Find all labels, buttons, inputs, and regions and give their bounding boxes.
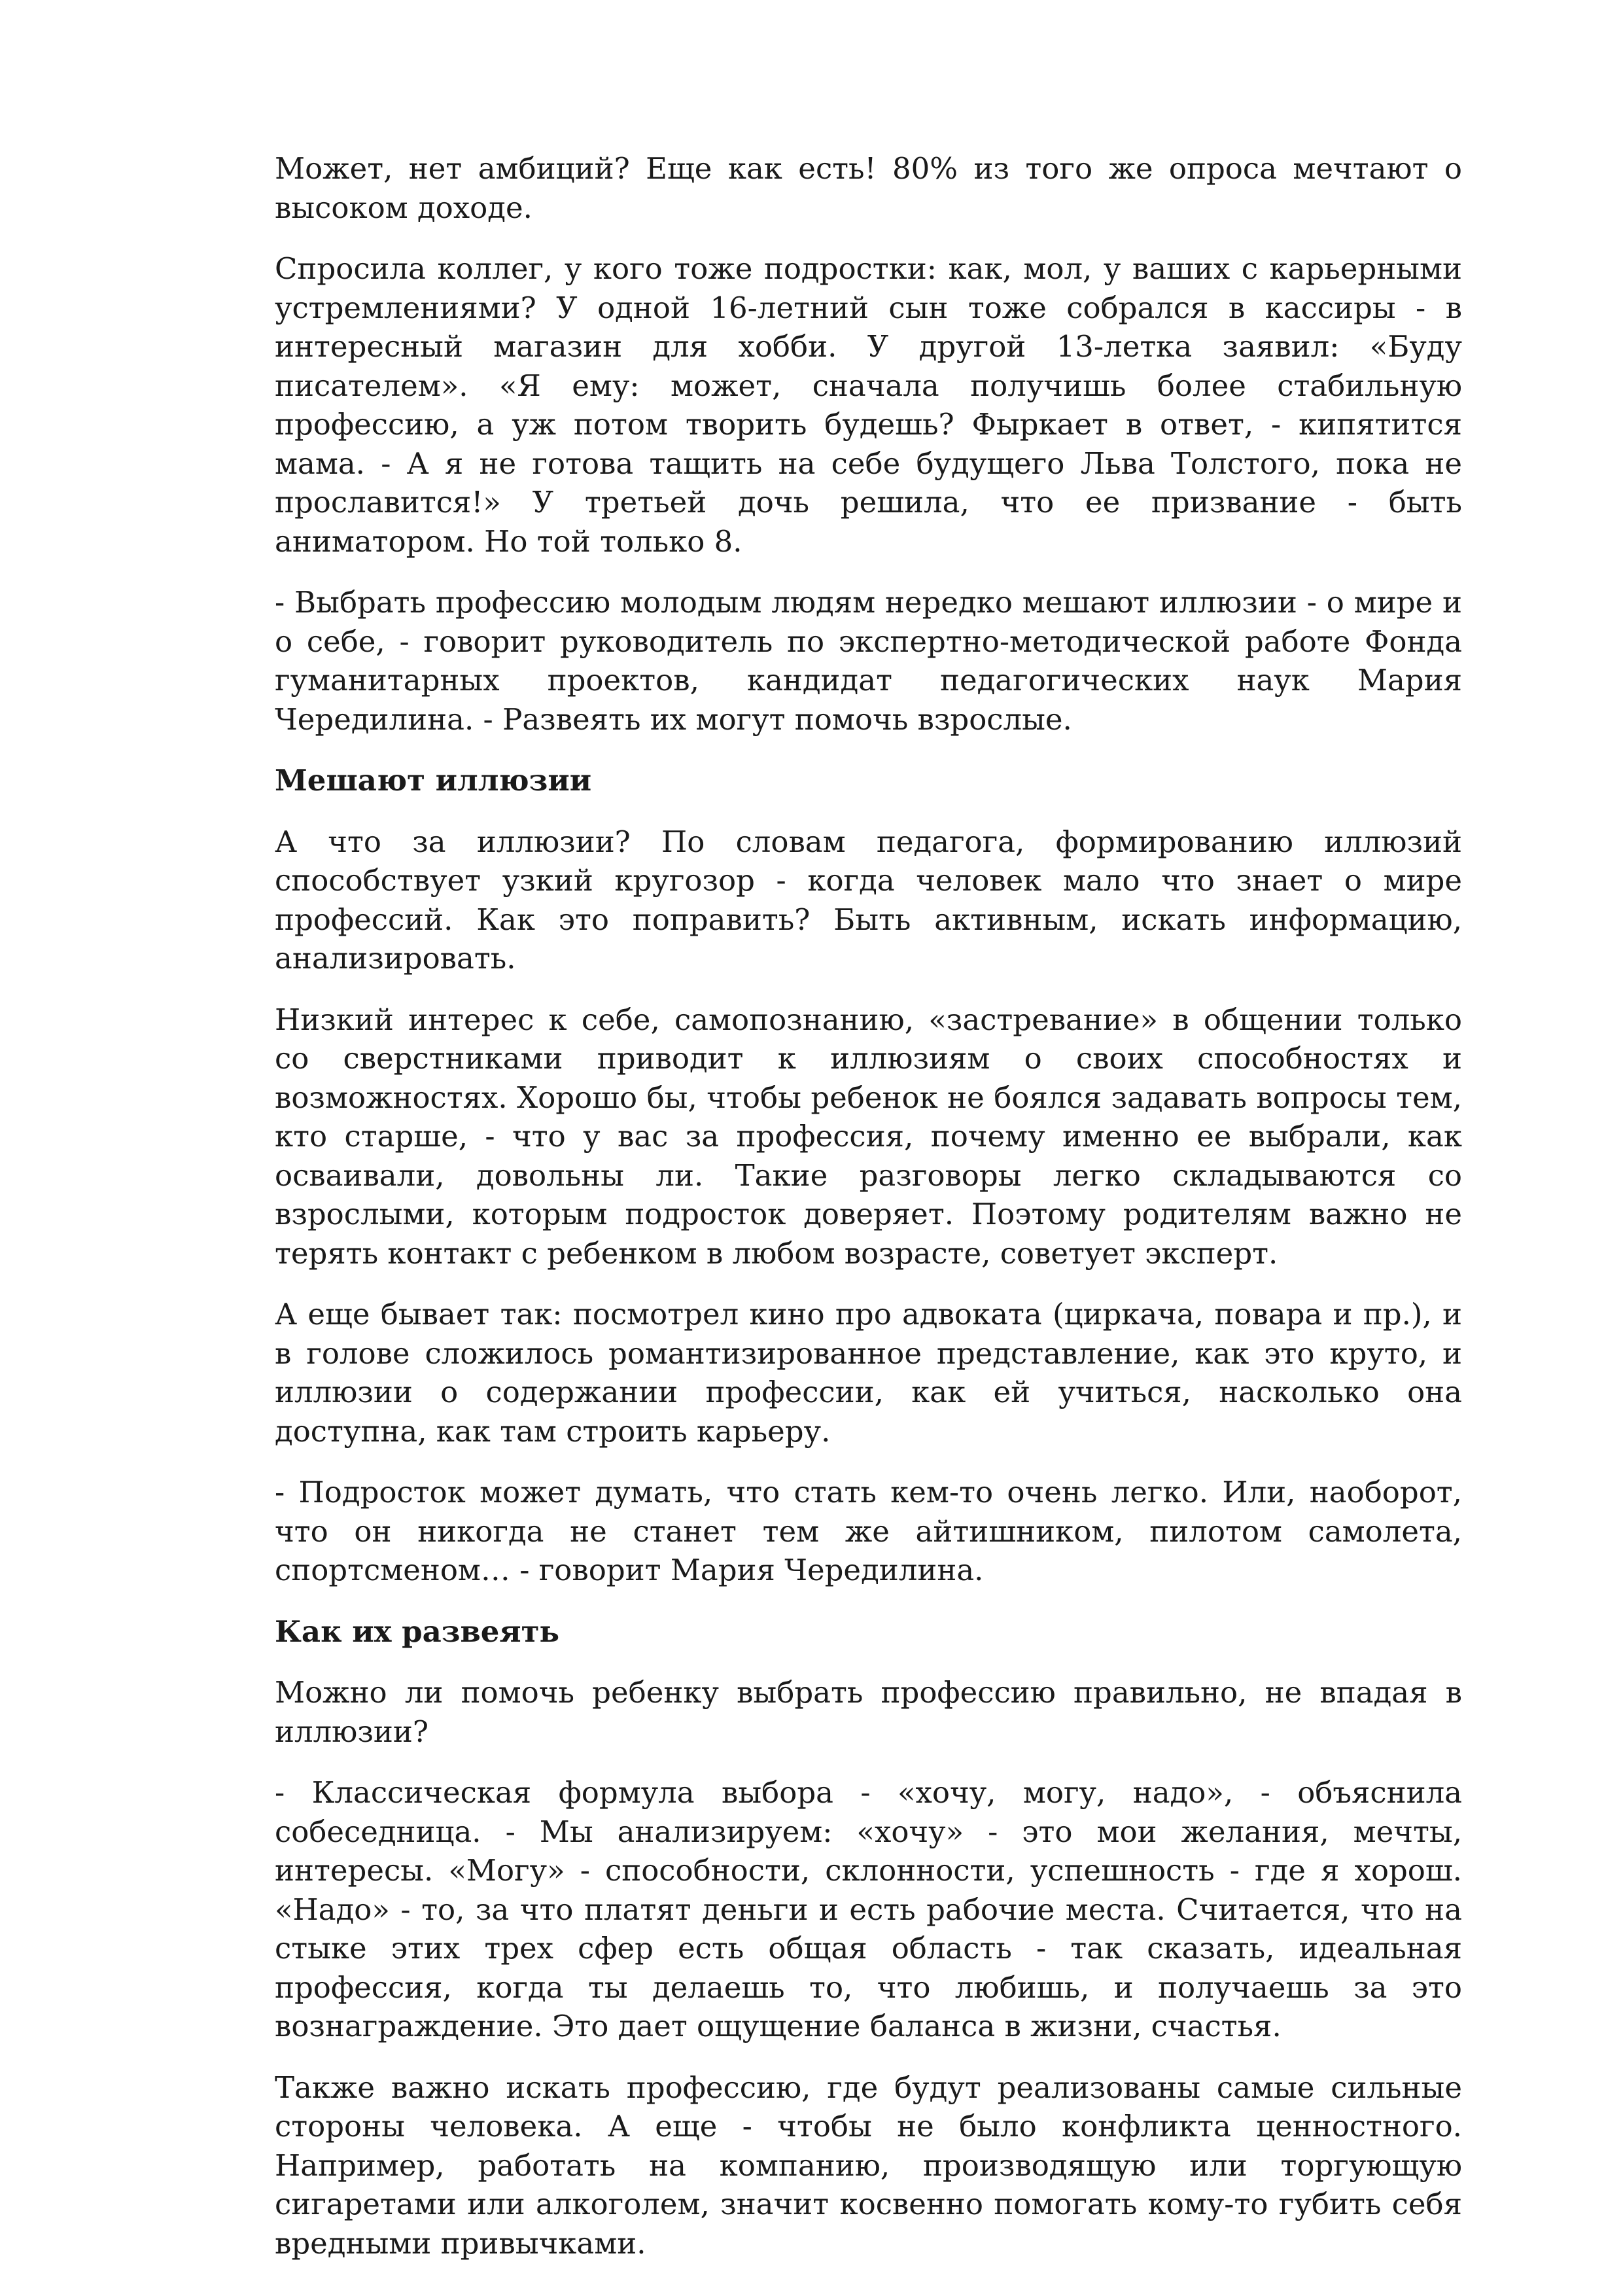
paragraph: Спросила коллег, у кого тоже подростки: как, мол, у ваших с карьерными устремлениями? У одной 16-летний сын тоже собрался в кассиры - в интересный магазин для хобби. У другой 13-летка заявил: «Буду писателем». «Я ему: может, сначала получишь более стабильную профессию, а уж потом творить будешь? Фыркает в ответ, - кипятится мама. - А я не готова тащить на себе будущего Льва Толстого, пока не прославится!» У третьей дочь решила, что ее призвание - быть аниматором. Но той только 8. [275, 251, 1462, 559]
paragraph: - Подросток может думать, что стать кем-то очень легко. Или, наоборот, что он никогда не станет тем же айтишником, пилотом самолета, спортсменом… - говорит Мария Чередилина. [275, 1475, 1462, 1587]
document-page [275, 149, 1462, 2285]
section-heading: Как их развеять [275, 1614, 560, 1649]
paragraph: - Классическая формула выбора - «хочу, могу, надо», - объяснила собеседница. - Мы анализируем: «хочу» - это мои желания, мечты, интересы. «Могу» - способности, склонности, успешность - где я хорош. «Надо» - то, за что платят деньги и есть рабочие места. Считается, что на стыке этих трех сфер есть общая область - так сказать, идеальная профессия, когда ты делаешь то, что любишь, и получаешь за это вознаграждение. Это дает ощущение баланса в жизни, счастья. [275, 1775, 1462, 2043]
paragraph: А что за иллюзии? По словам педагога, формированию иллюзий способствует узкий кругозор - когда человек мало что знает о мире профессий. Как это поправить? Быть активным, искать информацию, анализировать. [275, 824, 1462, 976]
paragraph: А еще бывает так: посмотрел кино про адвоката (циркача, повара и пр.), и в голове сложилось романтизированное представление, как это круто, и иллюзии о содержании профессии, как ей учиться, насколько она доступна, как там строить карьеру. [275, 1297, 1462, 1449]
paragraph: - Выбрать профессию молодым людям нередко мешают иллюзии - о мире и о себе, - говорит руководитель по экспертно-методической работе Фонда гуманитарных проектов, кандидат педагогических наук Мария Чередилина. - Развеять их могут помочь взрослые. [275, 585, 1462, 737]
section-heading: Мешают иллюзии [275, 763, 592, 798]
paragraph: Также важно искать профессию, где будут реализованы самые сильные стороны человека. А еще - чтобы не было конфликта ценностного. Например, работать на компанию, производящую или торгующую сигаретами или алкоголем, значит косвенно помогать кому-то губить себя вредными привычками. [275, 2070, 1462, 2261]
paragraph: Можно ли помочь ребенку выбрать профессию правильно, не впадая в иллюзии? [275, 1675, 1462, 1749]
paragraph: Низкий интерес к себе, самопознанию, «застревание» в общении только со сверстниками приводит к иллюзиям о своих способностях и возможностях. Хорошо бы, чтобы ребенок не боялся задавать вопросы тем, кто старше, - что у вас за профессия, почему именно ее выбрали, как осваивали, довольны ли. Такие разговоры легко складываются со взрослыми, которым подросток доверяет. Поэтому родителям важно не терять контакт с ребенком в любом возрасте, советует эксперт. [275, 1002, 1462, 1271]
paragraph: Может, нет амбиций? Еще как есть! 80% из того же опроса мечтают о высоком доходе. [275, 151, 1462, 225]
